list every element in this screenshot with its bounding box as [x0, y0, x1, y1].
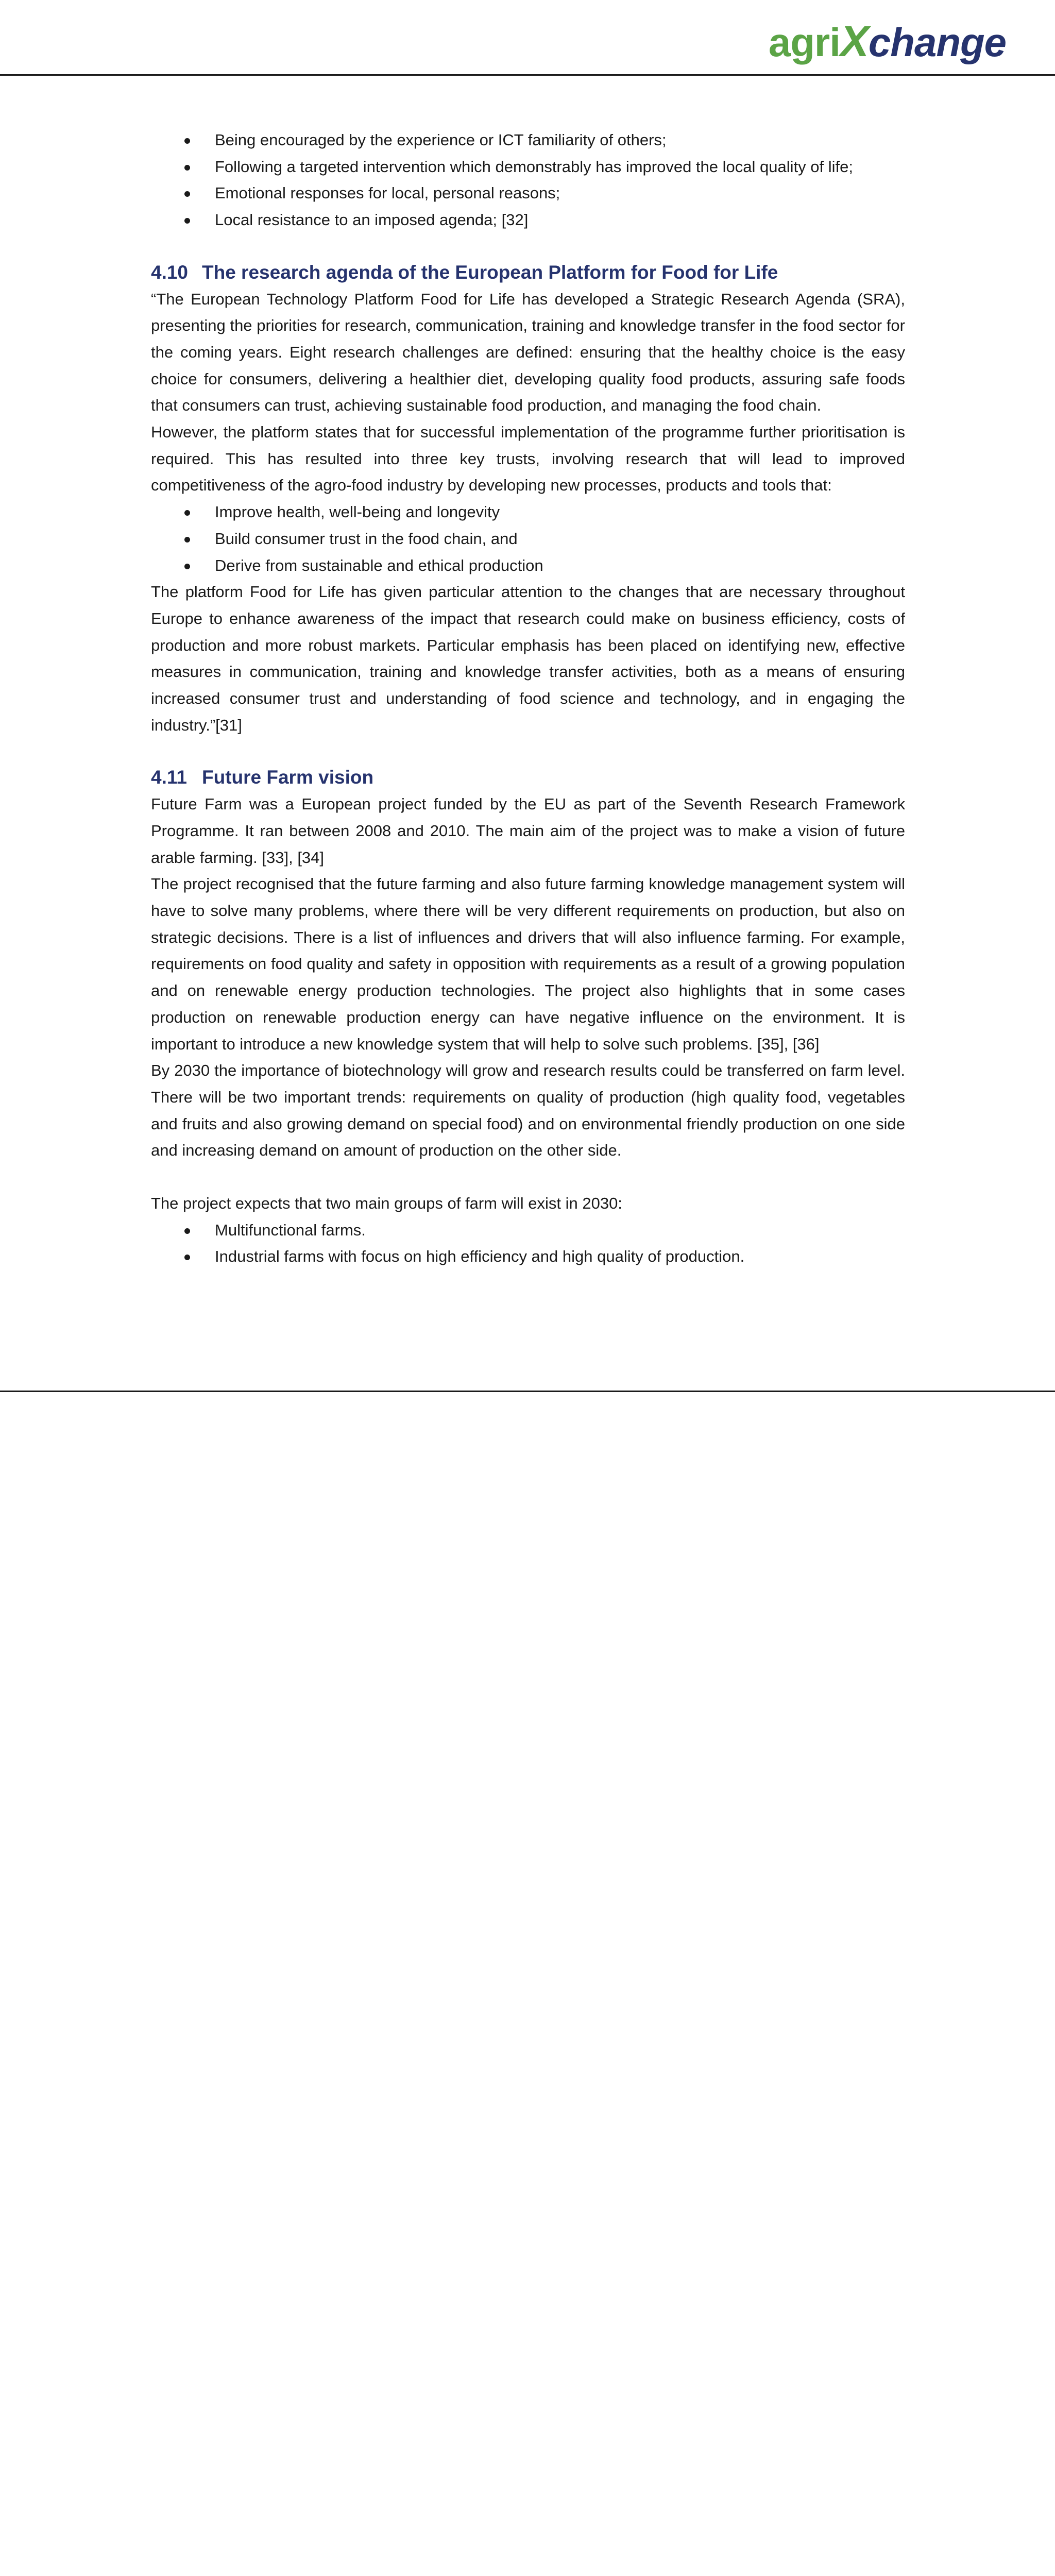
list-item: Emotional responses for local, personal reasons; — [151, 180, 905, 207]
paragraph: The platform Food for Life has given particular attention to the changes that are necessary throughout Europe to enhance awareness of the impact that research could make on business efficiency, costs of production and more robust markets. Particular emphasis has been placed on identifying new, effective measures in communication, training and knowledge transfer activities, both as a means of ensuring increased consumer trust and understanding of food science and technology, and in engaging the industry.”[31] — [151, 583, 905, 734]
list-item: Following a targeted intervention which demonstrably has improved the local quality of life; — [151, 154, 905, 180]
list-item: Local resistance to an imposed agenda; [32] — [151, 207, 905, 233]
section-number: 4.11 — [151, 767, 187, 788]
paragraph: The project expects that two main groups of farm will exist in 2030: — [151, 1194, 622, 1213]
intro-bullet-list — [151, 127, 905, 233]
paragraph: Future Farm was a European project funded by the EU as part of the Seventh Research Framework Programme. It ran between 2008 and 2010. The main aim of the project was to make a vision of future arable farming. [33], [34] — [151, 795, 905, 867]
list-item: Industrial farms with focus on high efficiency and high quality of production. — [151, 1243, 905, 1270]
section-4-11-heading — [151, 764, 905, 791]
section-title: The research agenda of the European Platform for Food for Life — [202, 261, 778, 283]
trust-bullet-list — [151, 499, 905, 579]
section-number: 4.10 — [151, 261, 189, 283]
paragraph: “The European Technology Platform Food for Life has developed a Strategic Research Agenda (SRA), presenting the priorities for research, communication, training and knowledge transfer in the food sector for the coming years. Eight research challenges are defined: ensuring that the healthy choice is the easy choice for consumers, delivering a healthier diet, developing quality food products, assuring safe foods that consumers can trust, achieving sustainable food production, and managing the food chain. — [151, 290, 905, 415]
paragraph: By 2030 the importance of biotechnology will grow and research results could be transferred on farm level. There will be two important trends: requirements on quality of production (high quality food, vegetables and fruits and also growing demand on special food) and on environmental friendly production on one side and increasing demand on amount of production on the other side. — [151, 1061, 905, 1160]
list-item: Improve health, well-being and longevity — [151, 499, 905, 526]
page-footer — [0, 1390, 1055, 1493]
farm-groups-bullet-list — [151, 1217, 905, 1270]
paragraph: The project recognised that the future farming and also future farming knowledge management system will have to solve many problems, where there will be very different requirements on production, but also on strategic decisions. There is a list of influences and drivers that will also influence farming. For example, requirements on food quality and safety in opposition with requirements as a result of a growing population and on renewable energy production technologies. The project also highlights that in some cases production on renewable production energy can have negative influence on the environment. It is important to introduce a new knowledge system that will help to solve such problems. [35], [36] — [151, 875, 905, 1053]
list-item: Derive from sustainable and ethical production — [151, 552, 905, 579]
section-4-10-heading — [151, 259, 905, 286]
list-item: Multifunctional farms. — [151, 1217, 905, 1244]
list-item: Being encouraged by the experience or ICT familiarity of others; — [151, 127, 905, 154]
header-divider — [0, 74, 1055, 76]
page-body — [151, 127, 905, 1270]
section-title: Future Farm vision — [202, 767, 374, 788]
agrixchange-logo: agriXchange — [768, 17, 1006, 65]
list-item: Build consumer trust in the food chain, and — [151, 526, 905, 552]
paragraph: However, the platform states that for successful implementation of the programme further prioritisation is required. This has resulted into three key trusts, involving research that will lead to improved competitiveness of the agro-food industry by developing new processes, products and tools that: — [151, 423, 905, 495]
page-header — [0, 0, 1055, 76]
